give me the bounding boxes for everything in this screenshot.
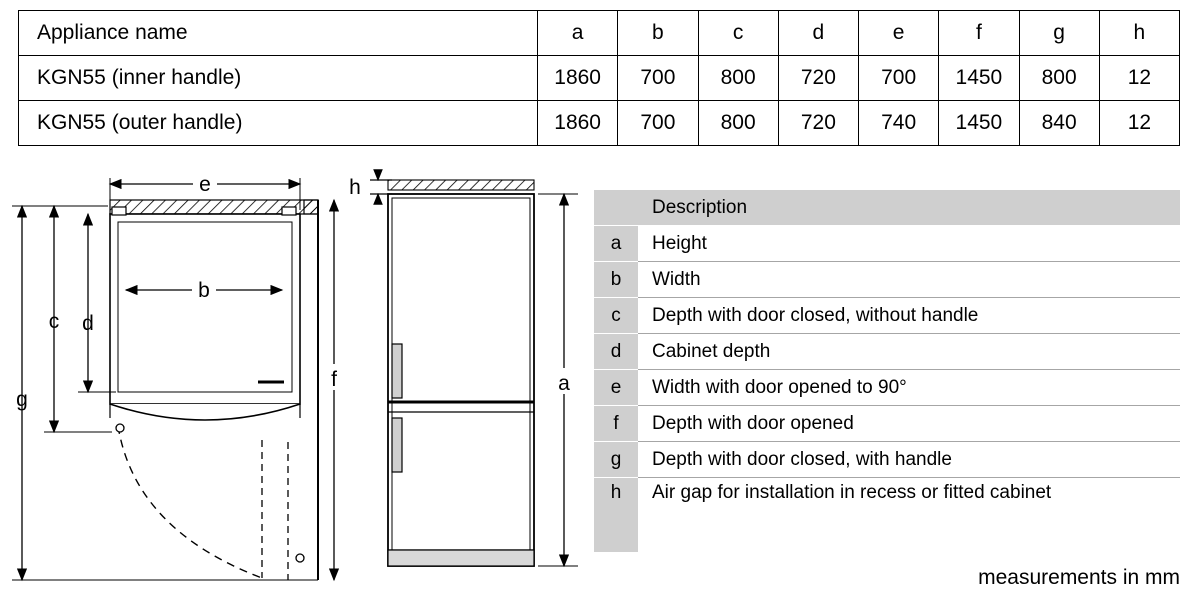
description-label-g: Depth with door closed, with handle <box>638 442 1180 478</box>
description-row-b <box>594 262 1180 298</box>
column-header-g: g <box>1019 11 1099 56</box>
description-key-a: a <box>594 226 638 262</box>
cell-f: 1450 <box>939 101 1019 146</box>
description-key-b: b <box>594 262 638 298</box>
cell-h: 12 <box>1099 56 1179 101</box>
description-key-f: f <box>594 406 638 442</box>
description-row-a <box>594 226 1180 262</box>
description-label-b: Width <box>638 262 1180 298</box>
dimension-description-table <box>594 190 1180 553</box>
measurements-footnote: measurements in mm <box>978 566 1180 589</box>
description-label-d: Cabinet depth <box>638 334 1180 370</box>
cell-e: 700 <box>859 56 939 101</box>
cell-b: 700 <box>618 56 698 101</box>
cell-d: 720 <box>778 101 858 146</box>
cell-h: 12 <box>1099 101 1179 146</box>
appliance-dimension-drawing <box>0 150 600 600</box>
appliance-name: KGN55 (outer handle) <box>19 101 538 146</box>
description-label-f: Depth with door opened <box>638 406 1180 442</box>
cell-b: 700 <box>618 101 698 146</box>
appliance-dimensions-table <box>18 10 1180 146</box>
description-header-key <box>594 190 638 226</box>
cell-c: 800 <box>698 101 778 146</box>
description-label-e: Width with door opened to 90° <box>638 370 1180 406</box>
cell-c: 800 <box>698 56 778 101</box>
description-key-h: h <box>594 478 638 553</box>
column-header-b: b <box>618 11 698 56</box>
column-header-d: d <box>778 11 858 56</box>
description-key-e: e <box>594 370 638 406</box>
description-key-d: d <box>594 334 638 370</box>
cell-g: 800 <box>1019 56 1099 101</box>
dimension-label-b: b <box>198 279 210 302</box>
description-label-c: Depth with door closed, without handle <box>638 298 1180 334</box>
table-row <box>19 56 1180 101</box>
description-key-c: c <box>594 298 638 334</box>
description-row-d <box>594 334 1180 370</box>
description-row-h <box>594 478 1180 553</box>
column-header-appliance-name: Appliance name <box>19 11 538 56</box>
dimension-label-a: a <box>558 372 570 395</box>
description-row-f <box>594 406 1180 442</box>
dimension-label-h: h <box>349 176 361 199</box>
cell-a: 1860 <box>538 56 618 101</box>
description-label-h: Air gap for installation in recess or fitted cabinet <box>652 482 1052 503</box>
dimension-label-d: d <box>82 312 94 335</box>
description-label-a: Height <box>638 226 1180 262</box>
cell-f: 1450 <box>939 56 1019 101</box>
table-row <box>19 101 1180 146</box>
description-row-e <box>594 370 1180 406</box>
table-header-row <box>19 11 1180 56</box>
appliance-name: KGN55 (inner handle) <box>19 56 538 101</box>
column-header-e: e <box>859 11 939 56</box>
description-row-c <box>594 298 1180 334</box>
column-header-h: h <box>1099 11 1179 56</box>
description-header-label: Description <box>638 190 1180 226</box>
dimension-label-g: g <box>16 388 28 411</box>
column-header-a: a <box>538 11 618 56</box>
column-header-c: c <box>698 11 778 56</box>
dimension-label-e: e <box>199 173 211 196</box>
column-header-f: f <box>939 11 1019 56</box>
cell-g: 840 <box>1019 101 1099 146</box>
description-header-row <box>594 190 1180 226</box>
dimension-label-c: c <box>48 310 60 333</box>
cell-a: 1860 <box>538 101 618 146</box>
description-key-g: g <box>594 442 638 478</box>
cell-d: 720 <box>778 56 858 101</box>
dimension-label-f: f <box>331 368 337 391</box>
technical-drawing <box>0 150 600 605</box>
cell-e: 740 <box>859 101 939 146</box>
description-row-g <box>594 442 1180 478</box>
